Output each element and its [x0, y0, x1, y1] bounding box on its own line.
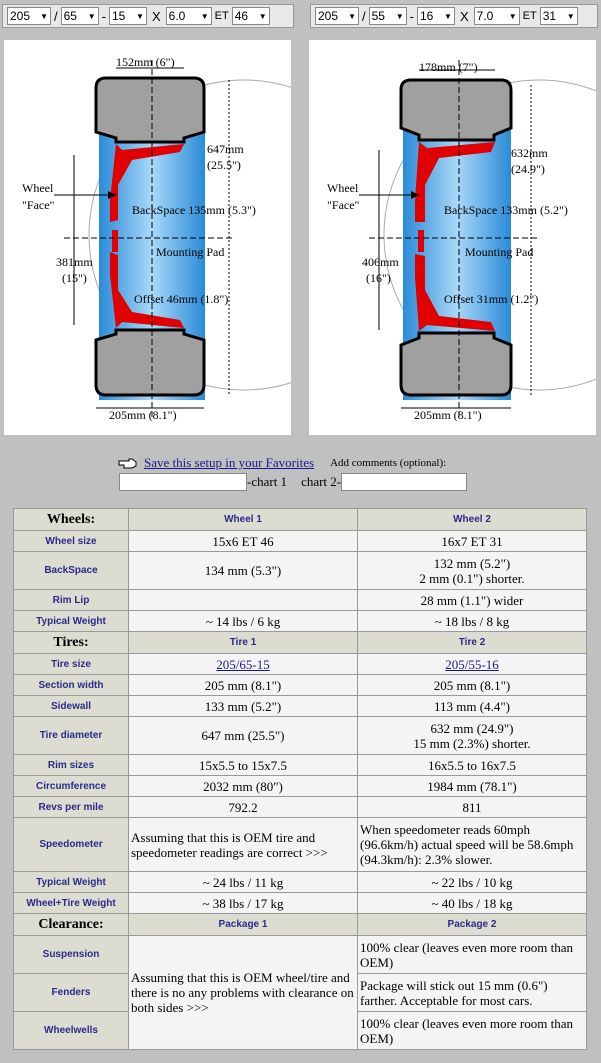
- offset-label: Offset 31mm (1.2"): [444, 292, 539, 306]
- cell: [129, 590, 358, 611]
- row-label: Tire diameter: [14, 717, 129, 755]
- left-size-selector: [2, 4, 294, 28]
- left-width-select[interactable]: 205 ▼: [7, 7, 51, 25]
- table-row: [14, 893, 587, 914]
- table-row: [14, 696, 587, 717]
- et-label: ET: [214, 10, 229, 22]
- row-label: Wheelwells: [14, 1012, 129, 1050]
- cell-line: 132 mm (5.2"): [433, 555, 511, 571]
- cell: Assuming that this is OEM wheel/tire and there is no any problems with clearance on both sides >>>: [129, 936, 358, 1050]
- right-et-select[interactable]: 31 ▼: [540, 7, 578, 25]
- cell: 15x6 ET 46: [129, 531, 358, 552]
- table-row: [14, 675, 587, 696]
- wheel2-drawing: [309, 40, 596, 435]
- right-rim-width-select[interactable]: 7.0 ▼: [474, 7, 520, 25]
- package1-header: Package 1: [129, 914, 358, 936]
- row-label: Fenders: [14, 974, 129, 1012]
- wheel2-header: Wheel 2: [358, 509, 587, 531]
- row-label: Circumference: [14, 776, 129, 797]
- tire1-header: Tire 1: [129, 632, 358, 654]
- wheel2-diagram: [309, 40, 596, 435]
- diameter-inch-label: (24.9"): [511, 162, 545, 176]
- cell: 100% clear (leaves even more room than OEM): [358, 936, 587, 974]
- wheel-face-label: Wheel: [22, 181, 54, 195]
- row-label: Tire size: [14, 654, 129, 675]
- cell: 28 mm (1.1") wider: [358, 590, 587, 611]
- mounting-pad-label: Mounting Pad: [156, 245, 225, 259]
- right-rim-select[interactable]: 16 ▼: [417, 7, 455, 25]
- tire2-size-link[interactable]: 205/55-16: [445, 656, 499, 672]
- cell: [358, 552, 587, 590]
- row-label: Rim Lip: [14, 590, 129, 611]
- mounting-pad-label: Mounting Pad: [465, 245, 534, 259]
- diameter-label: 647mm: [207, 142, 244, 156]
- rim-inch-label: (16"): [366, 271, 391, 285]
- cell: ~ 38 lbs / 17 kg: [129, 893, 358, 914]
- cell: ~ 40 lbs / 18 kg: [358, 893, 587, 914]
- table-row: [14, 654, 587, 675]
- comparison-table: [13, 508, 587, 1050]
- right-size-selector: [310, 4, 598, 28]
- chart2-comment-input[interactable]: [341, 473, 467, 491]
- table-row: [14, 936, 587, 974]
- wheel-face-label: Wheel: [327, 181, 359, 195]
- cell: 205 mm (8.1"): [358, 675, 587, 696]
- add-comments-label: Add comments (optional):: [330, 457, 447, 469]
- table-row: [14, 717, 587, 755]
- wheel-face-label-2: "Face": [327, 198, 360, 212]
- left-et-select[interactable]: 46 ▼: [232, 7, 270, 25]
- row-label: Suspension: [14, 936, 129, 974]
- left-rim-select[interactable]: 15 ▼: [109, 7, 147, 25]
- table-row: [14, 872, 587, 893]
- cell-line: 15 mm (2.3%) shorter.: [413, 735, 531, 751]
- table-row: [14, 797, 587, 818]
- top-width-label: 152mm (6"): [116, 55, 175, 69]
- cell: When speedometer reads 60mph (96.6km/h) actual speed will be 58.6mph (94.3km/h): 2.3% slower.: [358, 818, 587, 872]
- row-label: Typical Weight: [14, 872, 129, 893]
- cell: ~ 24 lbs / 11 kg: [129, 872, 358, 893]
- table-row: [14, 590, 587, 611]
- cell: 100% clear (leaves even more room than OEM): [358, 1012, 587, 1050]
- row-label: Section width: [14, 675, 129, 696]
- table-row: [14, 552, 587, 590]
- table-row: [14, 776, 587, 797]
- row-label: Typical Weight: [14, 611, 129, 632]
- diameter-label: 632mm: [511, 146, 548, 160]
- table-row: [14, 818, 587, 872]
- tire1-size-link[interactable]: 205/65-15: [216, 656, 270, 672]
- row-label: Wheel size: [14, 531, 129, 552]
- x-label: X: [151, 8, 161, 24]
- row-label: Rim sizes: [14, 755, 129, 776]
- chart1-comment-input[interactable]: [119, 473, 247, 491]
- save-favorites-link[interactable]: Save this setup in your Favorites: [144, 455, 315, 470]
- row-label: Sidewall: [14, 696, 129, 717]
- backspace-label: BackSpace 135mm (5.3"): [132, 203, 256, 217]
- sep: -: [101, 8, 106, 24]
- rim-inch-label: (15"): [62, 271, 87, 285]
- right-width-select[interactable]: 205 ▼: [315, 7, 359, 25]
- table-row: [14, 531, 587, 552]
- sep: /: [362, 8, 366, 24]
- clearance-header: Clearance:: [14, 914, 129, 936]
- cell: 2032 mm (80"): [129, 776, 358, 797]
- left-rim-width-select[interactable]: 6.0 ▼: [166, 7, 212, 25]
- cell: 647 mm (25.5"): [129, 717, 358, 755]
- row-label: BackSpace: [14, 552, 129, 590]
- cell: ~ 22 lbs / 10 kg: [358, 872, 587, 893]
- wheel-face-label-2: "Face": [22, 198, 55, 212]
- bottom-width-label: 205mm (8.1"): [109, 408, 177, 422]
- left-aspect-select[interactable]: 65 ▼: [61, 7, 99, 25]
- rim-label: 381mm: [56, 255, 93, 269]
- chart2-label: chart 2-: [301, 474, 342, 489]
- et-label: ET: [522, 10, 537, 22]
- chart1-label: -chart 1: [247, 474, 288, 489]
- cell: Package will stick out 15 mm (0.6") farther. Acceptable for most cars.: [358, 974, 587, 1012]
- sep: /: [54, 8, 58, 24]
- cell-line: 2 mm (0.1") shorter.: [419, 570, 525, 586]
- cell: 205 mm (8.1"): [129, 675, 358, 696]
- row-label: Revs per mile: [14, 797, 129, 818]
- diameter-inch-label: (25.5"): [207, 158, 241, 172]
- cell: ~ 14 lbs / 6 kg: [129, 611, 358, 632]
- x-label: X: [459, 8, 469, 24]
- comment-row: [119, 473, 467, 491]
- cell-line: 632 mm (24.9"): [430, 720, 514, 736]
- cell: 16x5.5 to 16x7.5: [358, 755, 587, 776]
- table-row: [14, 611, 587, 632]
- offset-label: Offset 46mm (1.8"): [134, 292, 229, 306]
- hand-pointer-icon: [118, 456, 138, 470]
- top-toolbar: [0, 0, 601, 32]
- cell: 133 mm (5.2"): [129, 696, 358, 717]
- sep: -: [409, 8, 414, 24]
- cell: [358, 717, 587, 755]
- cell: 1984 mm (78.1"): [358, 776, 587, 797]
- cell: 16x7 ET 31: [358, 531, 587, 552]
- bottom-width-label: 205mm (8.1"): [414, 408, 482, 422]
- tire2-header: Tire 2: [358, 632, 587, 654]
- right-aspect-select[interactable]: 55 ▼: [369, 7, 407, 25]
- backspace-label: BackSpace 133mm (5.2"): [444, 203, 568, 217]
- top-width-label: 178mm (7"): [419, 60, 478, 74]
- wheel1-drawing: [4, 40, 291, 435]
- tires-header: Tires:: [14, 632, 129, 654]
- rim-label: 406mm: [362, 255, 399, 269]
- row-label: Speedometer: [14, 818, 129, 872]
- table-row: [14, 755, 587, 776]
- row-label: Wheel+Tire Weight: [14, 893, 129, 914]
- wheel1-diagram: [4, 40, 291, 435]
- cell: 134 mm (5.3"): [129, 552, 358, 590]
- wheels-header: Wheels:: [14, 509, 129, 531]
- cell: 113 mm (4.4"): [358, 696, 587, 717]
- cell: ~ 18 lbs / 8 kg: [358, 611, 587, 632]
- cell: 792.2: [129, 797, 358, 818]
- favorites-row: [118, 455, 446, 471]
- wheel1-header: Wheel 1: [129, 509, 358, 531]
- cell: 811: [358, 797, 587, 818]
- package2-header: Package 2: [358, 914, 587, 936]
- cell: Assuming that this is OEM tire and speedometer readings are correct >>>: [129, 818, 358, 872]
- cell: 15x5.5 to 15x7.5: [129, 755, 358, 776]
